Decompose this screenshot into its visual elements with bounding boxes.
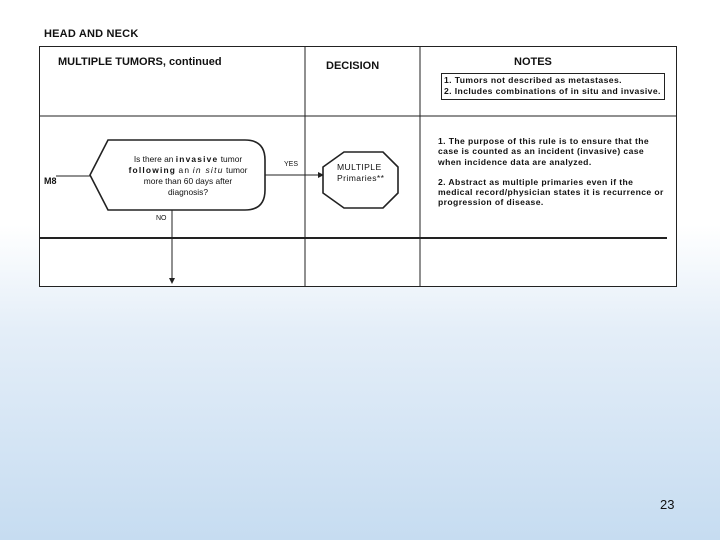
question-prefix: Is there an (133, 154, 174, 164)
rule-id: M8 (44, 176, 57, 186)
general-note-1: 1. Tumors not described as metastases. (444, 75, 622, 85)
question-line2-middle: an (178, 165, 191, 175)
decision-text (337, 162, 384, 184)
decision-line2: Primaries** (337, 173, 385, 183)
rule-notes (438, 136, 670, 208)
yes-label: YES (284, 161, 299, 168)
decision-line1: MULTIPLE (337, 162, 382, 172)
column-header-decision: DECISION (326, 60, 380, 72)
column-header-notes: NOTES (514, 56, 552, 68)
rule-note-1: 1. The purpose of this rule is to ensure that the case is counted as an incident (invasive) case when incidence data are analyzed. (438, 136, 650, 167)
question-suffix: tumor (220, 154, 243, 164)
column-header-left: MULTIPLE TUMORS, continued (58, 56, 222, 68)
question-line2-italic: in situ (192, 165, 224, 175)
general-note-2: 2. Includes combinations of in situ and invasive. (444, 86, 661, 96)
page-number: 23 (660, 497, 675, 512)
no-arrow-head (169, 278, 175, 284)
question-line3: more than 60 days after (143, 176, 233, 186)
question-line2-emphasis: following (128, 165, 177, 175)
page-title: HEAD AND NECK (44, 28, 139, 40)
question-line2-suffix: tumor (226, 165, 248, 175)
question-line4: diagnosis? (167, 187, 209, 197)
question-emphasis: invasive (175, 154, 219, 164)
question-text (104, 154, 272, 198)
no-label: NO (156, 215, 167, 222)
rule-note-2: 2. Abstract as multiple primaries even if the medical record/physician states it is recurrence or progression of disease. (438, 176, 664, 208)
